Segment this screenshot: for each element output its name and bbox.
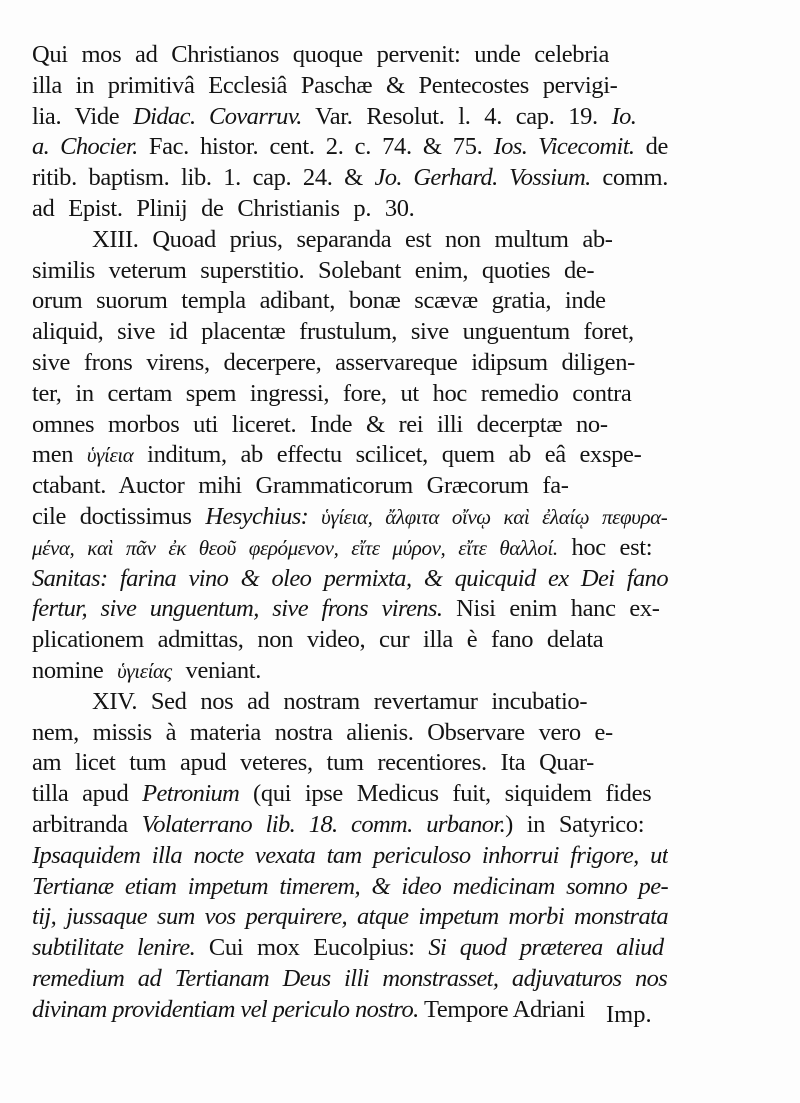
text-line bbox=[32, 933, 668, 964]
italic-text: Sanitas: farina vino & oleo permixta, & quicquid ex Dei fano bbox=[32, 564, 668, 592]
roman-text: Fac. histor. cent. 2. c. 74. & 75. bbox=[137, 133, 494, 161]
roman-text: illa in primitivâ Ecclesiâ Paschæ & Pentecostes pervigi- bbox=[32, 71, 618, 99]
text-line bbox=[32, 286, 668, 317]
italic-text: Ios. Vicecomit. bbox=[493, 133, 635, 161]
roman-text: XIII. Quoad prius, separanda est non multum ab- bbox=[92, 225, 613, 253]
text-line bbox=[32, 964, 668, 995]
italic-text: Jo. Gerhard. Vossium. bbox=[374, 164, 591, 192]
text-line bbox=[32, 163, 668, 194]
text-line bbox=[32, 748, 668, 779]
roman-text: Qui mos ad Christianos quoque pervenit: unde celebria bbox=[32, 41, 610, 68]
italic-text: Petronium bbox=[142, 780, 240, 808]
roman-text: Nisi enim hanc ex- bbox=[442, 595, 660, 623]
italic-text: divinam providentiam vel periculo nostro. bbox=[32, 995, 419, 1023]
text-line bbox=[32, 348, 668, 379]
italic-text: Si quod præterea aliud bbox=[428, 934, 664, 962]
italic-text: Volaterrano lib. 18. comm. urbanor. bbox=[141, 810, 506, 838]
roman-text: Cui mox Eucolpius: bbox=[195, 934, 429, 962]
roman-text: am licet tum apud veteres, tum recentiores. Ita Quar- bbox=[32, 749, 594, 777]
roman-text: tilla apud bbox=[32, 780, 143, 808]
greek-text: ὑγιείας bbox=[117, 658, 172, 683]
text-line bbox=[32, 810, 668, 841]
text-line bbox=[32, 471, 668, 502]
roman-text: inditum, ab effectu scilicet, quem ab eâ exspe- bbox=[133, 441, 642, 469]
italic-text: tij, jussaque sum vos perquirere, atque impetum morbi monstrata bbox=[32, 903, 668, 931]
text-line bbox=[32, 902, 668, 933]
roman-text: lia. Vide bbox=[32, 102, 134, 130]
text-line bbox=[32, 687, 668, 718]
roman-text: plicationem admittas, non video, cur illa è fano delata bbox=[32, 626, 604, 654]
text-line bbox=[32, 71, 668, 102]
text-line bbox=[32, 872, 668, 903]
roman-text: comm. bbox=[590, 164, 668, 192]
roman-text: omnes morbos uti liceret. Inde & rei illi decerptæ no- bbox=[32, 410, 608, 438]
roman-text: (qui ipse Medicus fuit, siquidem fides bbox=[239, 780, 652, 808]
roman-text: nem, missis à materia nostra alienis. Observare vero e- bbox=[32, 718, 613, 746]
text-line bbox=[32, 502, 668, 533]
body-text bbox=[32, 40, 668, 1026]
italic-text: Io. bbox=[611, 102, 637, 130]
roman-text: orum suorum templa adibant, bonæ scævæ gratia, inde bbox=[32, 287, 606, 315]
text-line bbox=[32, 102, 668, 133]
text-line bbox=[32, 194, 668, 225]
italic-text: a. Chocier. bbox=[32, 133, 138, 161]
roman-text: ) in Satyrico: bbox=[505, 810, 645, 838]
italic-text: Tertianæ etiam impetum timerem, & ideo medicinam somno pe- bbox=[32, 872, 668, 900]
roman-text: Tempore Adriani bbox=[418, 995, 586, 1023]
text-line bbox=[32, 410, 668, 441]
text-line bbox=[32, 594, 668, 625]
roman-text: veniant. bbox=[171, 656, 261, 684]
text-line bbox=[32, 779, 668, 810]
greek-text: ὑγίεια bbox=[86, 443, 134, 468]
roman-text: ritib. baptism. lib. 1. cap. 24. & bbox=[32, 164, 375, 192]
roman-text: nomine bbox=[32, 656, 118, 684]
text-line bbox=[32, 317, 668, 348]
italic-text: Hesychius: bbox=[205, 502, 309, 530]
text-line bbox=[32, 132, 668, 163]
text-line bbox=[32, 625, 668, 656]
roman-text: ter, in certam spem ingressi, fore, ut hoc remedio contra bbox=[32, 379, 632, 407]
text-line bbox=[32, 995, 668, 1026]
italic-text: Didac. Covarruv. bbox=[133, 102, 302, 130]
roman-text: XIV. Sed nos ad nostram revertamur incubatio- bbox=[92, 687, 588, 715]
roman-text: aliquid, sive id placentæ frustulum, sive unguentum foret, bbox=[32, 318, 634, 346]
italic-text: fertur, sive unguentum, sive frons virens. bbox=[32, 595, 443, 623]
roman-text: ad Epist. Plinij de Christianis p. 30. bbox=[32, 194, 415, 222]
text-line bbox=[32, 440, 668, 471]
text-line bbox=[32, 40, 668, 71]
greek-text: ὑγίεια, ἄλφιτα οἴνῳ καὶ ἐλαίῳ πεφυρα- bbox=[308, 504, 668, 529]
text-line bbox=[32, 718, 668, 749]
text-line bbox=[32, 256, 668, 287]
text-line bbox=[32, 533, 668, 564]
roman-text: Var. Resolut. l. 4. cap. 19. bbox=[301, 102, 612, 130]
roman-text: ctabant. Auctor mihi Grammaticorum Græcorum fa- bbox=[32, 472, 569, 500]
greek-text: μένα, καὶ πᾶν ἐκ θεοῦ φερόμενον, εἴτε μύρον, εἴτε θαλλοί. bbox=[32, 535, 558, 560]
italic-text: subtilitate lenire. bbox=[32, 934, 196, 962]
italic-text: remedium ad Tertianam Deus illi monstrasset, adjuvaturos nos bbox=[32, 964, 668, 992]
text-line bbox=[32, 841, 668, 872]
roman-text: cile doctissimus bbox=[32, 502, 206, 530]
text-line bbox=[32, 656, 668, 687]
text-line bbox=[32, 379, 668, 410]
roman-text: similis veterum superstitio. Solebant enim, quoties de- bbox=[32, 256, 595, 284]
text-line bbox=[32, 225, 668, 256]
text-line bbox=[32, 564, 668, 595]
roman-text: sive frons virens, decerpere, asservareque idipsum diligen- bbox=[32, 348, 635, 376]
catchword: Imp. bbox=[606, 1001, 652, 1028]
roman-text: men bbox=[32, 441, 87, 469]
roman-text: de bbox=[634, 133, 668, 161]
roman-text: hoc est: bbox=[557, 533, 653, 561]
italic-text: Ipsaquidem illa nocte vexata tam periculoso inhorrui frigore, ut bbox=[32, 841, 668, 869]
roman-text: arbitranda bbox=[32, 810, 142, 838]
